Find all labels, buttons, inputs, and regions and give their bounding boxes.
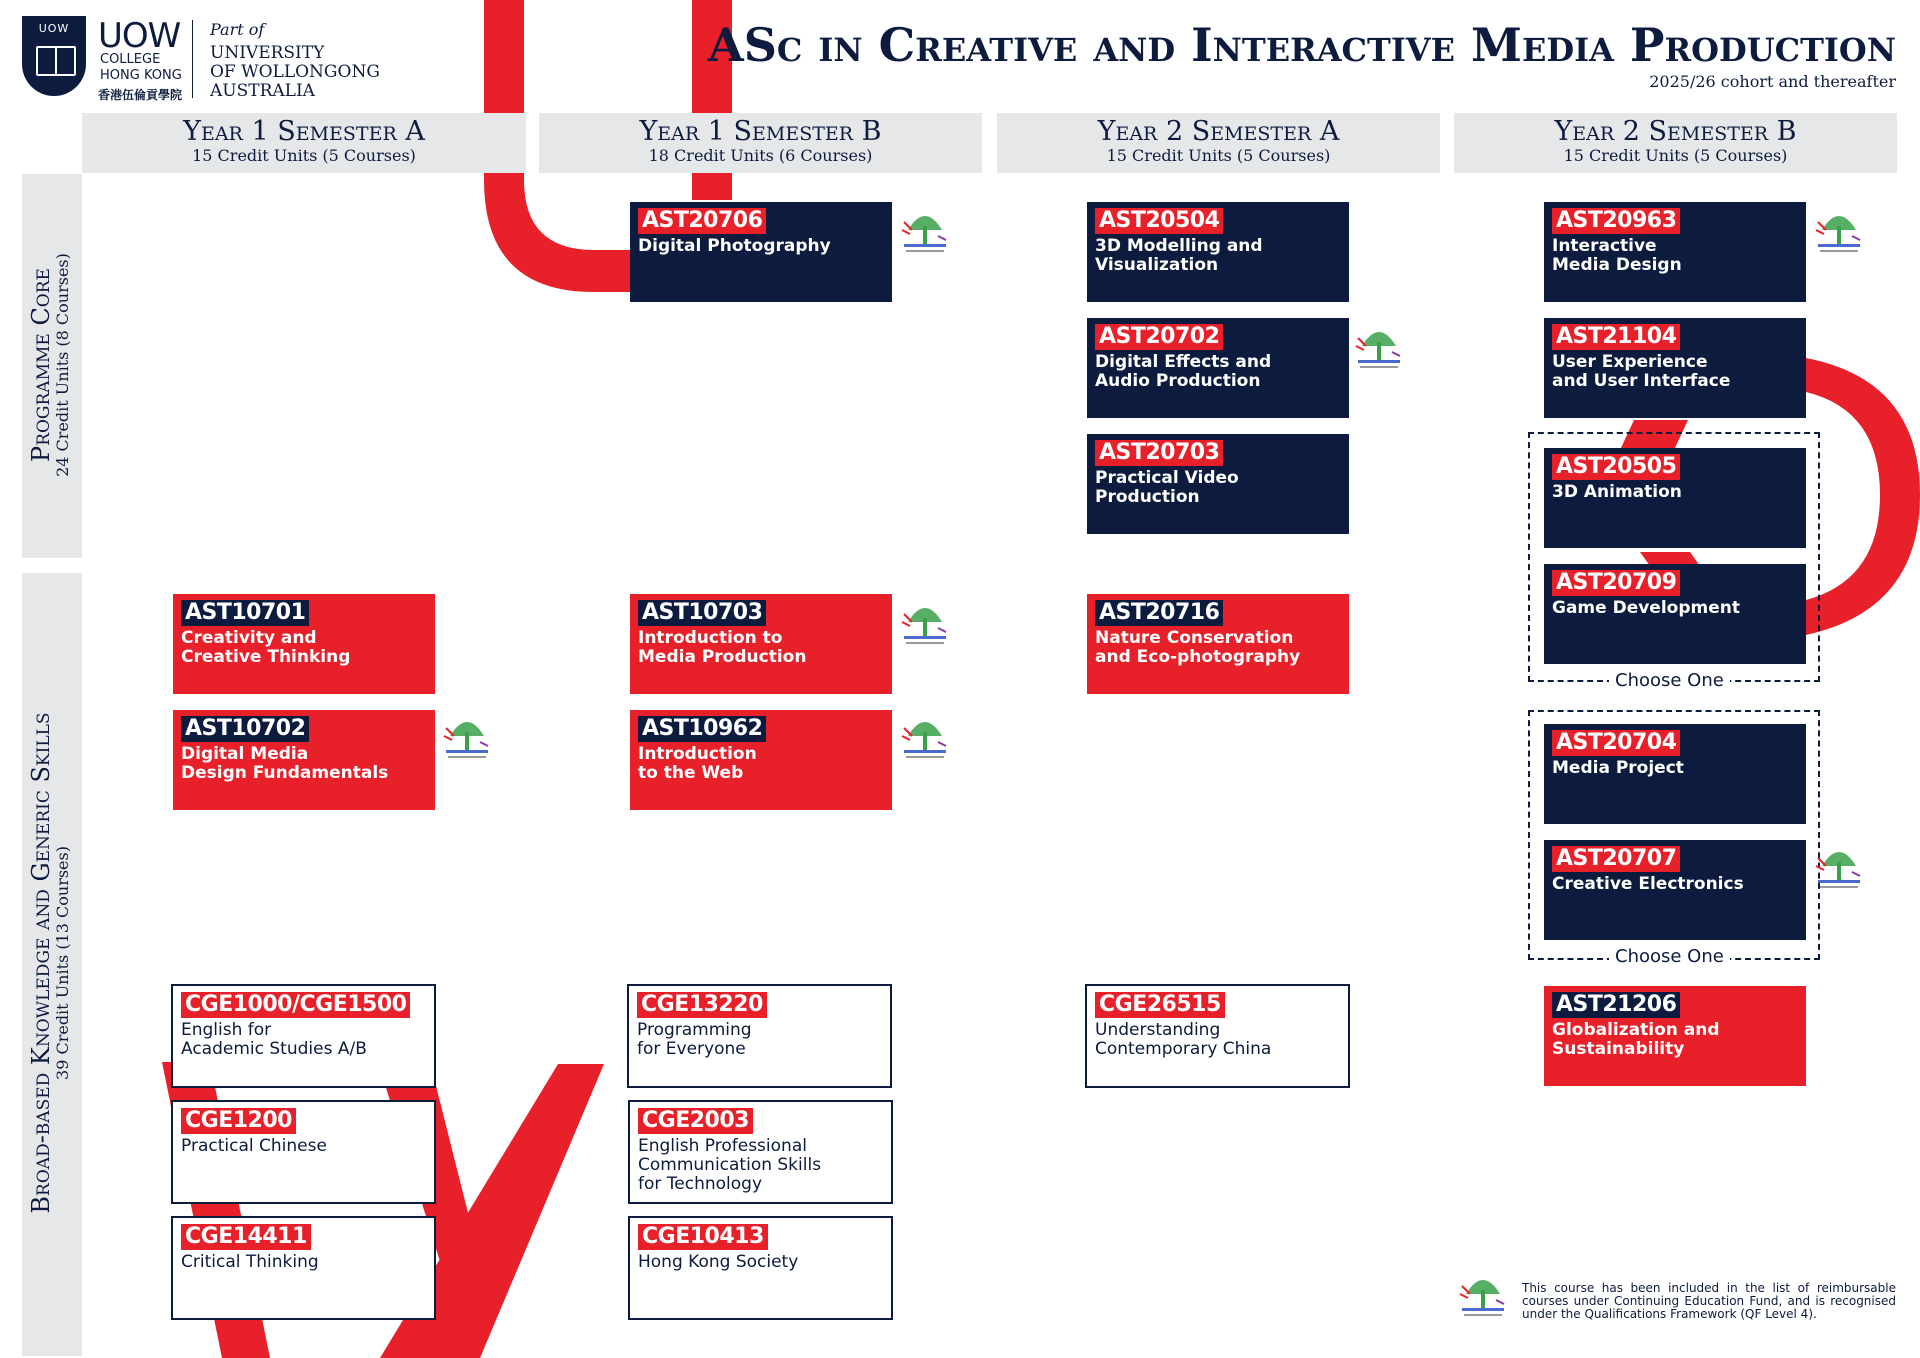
- brand-sub-line: COLLEGE: [100, 52, 161, 67]
- choose-one-label: Choose One: [1609, 946, 1730, 967]
- band-label-core: [28, 190, 72, 540]
- semester-name: Year 2 Semester A: [1097, 116, 1340, 147]
- semester-header-y1a: [82, 113, 526, 173]
- course-ast10703[interactable]: [630, 594, 892, 694]
- course-code: AST20707: [1552, 846, 1680, 872]
- course-ast20702[interactable]: [1087, 318, 1349, 418]
- brand-sub: [100, 52, 182, 84]
- course-name: Critical Thinking: [181, 1252, 319, 1272]
- university-line: UNIVERSITY: [210, 43, 325, 63]
- cohort-subtitle: 2025/26 cohort and thereafter: [1649, 72, 1896, 91]
- course-name: Hong Kong Society: [638, 1252, 799, 1272]
- course-name: Digital Photography: [638, 236, 831, 256]
- college-crest-icon: [22, 16, 86, 96]
- course-cge1000[interactable]: [171, 984, 436, 1088]
- semester-name: Year 1 Semester B: [639, 116, 882, 147]
- brand-name: UOW: [98, 16, 181, 56]
- course-ast20709[interactable]: [1544, 564, 1806, 664]
- cef-logo-icon: [1812, 836, 1866, 894]
- course-ast20703[interactable]: [1087, 434, 1349, 534]
- choose-one-label: Choose One: [1609, 670, 1730, 691]
- course-code: AST10702: [181, 716, 309, 742]
- band-label-broad: [28, 593, 72, 1333]
- crest-caption: UOW: [38, 22, 70, 35]
- course-code: AST20505: [1552, 454, 1680, 480]
- course-name: Introduction to Media Production: [638, 628, 807, 667]
- course-ast21206[interactable]: [1544, 986, 1806, 1086]
- course-name: Nature Conservation and Eco-photography: [1095, 628, 1301, 667]
- course-cge10413[interactable]: [628, 1216, 893, 1320]
- course-name: Digital Effects and Audio Production: [1095, 352, 1272, 391]
- course-name: Creativity and Creative Thinking: [181, 628, 351, 667]
- course-code: AST20704: [1552, 730, 1680, 756]
- semester-name: Year 1 Semester A: [183, 116, 425, 147]
- course-name: User Experience and User Interface: [1552, 352, 1731, 391]
- course-ast20505[interactable]: [1544, 448, 1806, 548]
- university-name: [210, 44, 380, 101]
- band-credits: 24 Credit Units (8 Courses): [53, 253, 72, 477]
- cef-footnote: This course has been included in the list of reimbursable courses under Continuing Education Fund, and is recognised under the Qualifications Framework (QF Level 4).: [1522, 1281, 1896, 1321]
- course-code: AST10962: [638, 716, 766, 742]
- course-name: Media Project: [1552, 758, 1684, 778]
- brand-chinese-name: 香港伍倫貢學院: [98, 88, 183, 102]
- course-name: Globalization and Sustainability: [1552, 1020, 1720, 1059]
- course-ast10701[interactable]: [173, 594, 435, 694]
- course-name: English Professional Communication Skills for Technology: [638, 1136, 822, 1194]
- course-code: CGE26515: [1095, 992, 1225, 1018]
- semester-name: Year 2 Semester B: [1554, 116, 1797, 147]
- course-name: 3D Animation: [1552, 482, 1682, 502]
- course-cge2003[interactable]: [628, 1100, 893, 1204]
- course-ast20504[interactable]: [1087, 202, 1349, 302]
- semester-header-y1b: [539, 113, 982, 173]
- course-code: CGE10413: [638, 1224, 768, 1250]
- semester-header-y2a: [997, 113, 1440, 173]
- band-name: Broad-based Knowledge and Generic Skills: [27, 712, 55, 1214]
- cef-logo-icon: [898, 706, 952, 764]
- course-code: CGE1000/CGE1500: [181, 992, 410, 1018]
- semester-header-y2b: [1454, 113, 1897, 173]
- course-name: Game Development: [1552, 598, 1740, 618]
- course-name: 3D Modelling and Visualization: [1095, 236, 1263, 275]
- course-code: CGE2003: [638, 1108, 753, 1134]
- course-ast20707[interactable]: [1544, 840, 1806, 940]
- cef-logo-icon: [440, 706, 494, 764]
- course-code: AST20706: [638, 208, 766, 234]
- course-code: AST20963: [1552, 208, 1680, 234]
- part-of-label: Part of: [210, 20, 265, 39]
- cef-logo-icon: [898, 592, 952, 650]
- course-code: CGE13220: [637, 992, 767, 1018]
- semester-credits: 15 Credit Units (5 Courses): [1563, 146, 1788, 165]
- cef-logo-icon: [1812, 200, 1866, 258]
- course-name: Practical Video Production: [1095, 468, 1239, 507]
- cef-logo-icon: [898, 200, 952, 258]
- university-line: OF WOLLONGONG: [210, 62, 380, 82]
- course-ast10702[interactable]: [173, 710, 435, 810]
- course-name: Understanding Contemporary China: [1095, 1020, 1272, 1059]
- course-name: Creative Electronics: [1552, 874, 1744, 894]
- course-code: AST20709: [1552, 570, 1680, 596]
- band-credits: 39 Credit Units (13 Courses): [53, 846, 72, 1080]
- course-name: Introduction to the Web: [638, 744, 757, 783]
- course-ast20963[interactable]: [1544, 202, 1806, 302]
- course-name: Digital Media Design Fundamentals: [181, 744, 389, 783]
- course-ast21104[interactable]: [1544, 318, 1806, 418]
- course-code: AST20703: [1095, 440, 1223, 466]
- page-title: ASc in Creative and Interactive Media Production: [708, 18, 1896, 72]
- band-name: Programme Core: [27, 268, 55, 462]
- course-cge13220[interactable]: [627, 984, 892, 1088]
- cef-logo-icon: [1352, 316, 1406, 374]
- course-ast20716[interactable]: [1087, 594, 1349, 694]
- course-name: Practical Chinese: [181, 1136, 327, 1156]
- course-code: AST10701: [181, 600, 309, 626]
- course-code: AST21104: [1552, 324, 1680, 350]
- course-name: English for Academic Studies A/B: [181, 1020, 367, 1059]
- course-cge14411[interactable]: [171, 1216, 436, 1320]
- semester-credits: 15 Credit Units (5 Courses): [192, 146, 416, 165]
- book-icon: [36, 46, 76, 76]
- course-code: AST21206: [1552, 992, 1680, 1018]
- course-name: Programming for Everyone: [637, 1020, 752, 1059]
- course-code: CGE14411: [181, 1224, 311, 1250]
- course-code: AST20702: [1095, 324, 1223, 350]
- band-programme-core: [22, 174, 82, 558]
- course-ast20706[interactable]: [630, 202, 892, 302]
- course-code: AST20504: [1095, 208, 1223, 234]
- university-line: AUSTRALIA: [210, 81, 315, 101]
- semester-credits: 18 Credit Units (6 Courses): [648, 146, 873, 165]
- course-ast10962[interactable]: [630, 710, 892, 810]
- cef-logo-icon: [1456, 1264, 1510, 1322]
- semester-credits: 15 Credit Units (5 Courses): [1106, 146, 1331, 165]
- course-code: CGE1200: [181, 1108, 296, 1134]
- course-cge1200[interactable]: [171, 1100, 436, 1204]
- course-cge26515[interactable]: [1085, 984, 1350, 1088]
- band-broad-based: [22, 573, 82, 1356]
- course-code: AST10703: [638, 600, 766, 626]
- course-ast20704[interactable]: [1544, 724, 1806, 824]
- course-code: AST20716: [1095, 600, 1223, 626]
- header-divider: [192, 20, 193, 98]
- brand-sub-line: HONG KONG: [100, 68, 182, 83]
- course-name: Interactive Media Design: [1552, 236, 1682, 275]
